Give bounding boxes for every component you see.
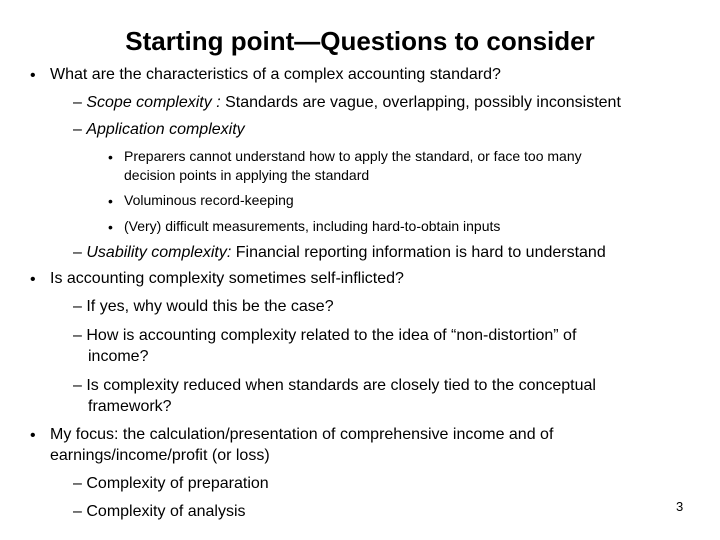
- bullet-icon: •: [108, 149, 113, 165]
- focus-sub-1: – Complexity of preparation: [73, 475, 269, 492]
- q2-sub-2-line-1: – How is accounting complexity related to the idea of “non-distortion” of: [73, 327, 577, 344]
- application-sub-2: Voluminous record-keeping: [124, 192, 294, 208]
- dash-icon: –: [73, 327, 82, 344]
- slide-title: Starting point—Questions to consider: [125, 26, 595, 56]
- application-sub-1-line-2: decision points in applying the standard: [124, 167, 370, 183]
- focus-sub-2: – Complexity of analysis: [73, 503, 246, 520]
- question-2: Is accounting complexity sometimes self-inflicted?: [50, 270, 404, 287]
- application-sub-1-line-1: Preparers cannot understand how to apply the standard, or face too many: [124, 148, 582, 164]
- page-number: 3: [676, 499, 684, 514]
- focus-line-1: My focus: the calculation/presentation of comprehensive income and of: [50, 426, 554, 443]
- bullet-icon: •: [30, 271, 36, 288]
- bullet-icon: •: [30, 67, 36, 84]
- bullet-icon: •: [108, 219, 113, 235]
- dash-icon: –: [73, 121, 82, 138]
- usability-label: Usability complexity:: [86, 244, 232, 261]
- dash-icon: –: [73, 298, 82, 315]
- q2-sub-1: – If yes, why would this be the case?: [73, 298, 334, 315]
- q2-sub-3-line-1: – Is complexity reduced when standards are closely tied to the conceptual: [73, 377, 596, 394]
- focus-line-2: earnings/income/profit (or loss): [50, 447, 270, 464]
- bullet-icon: •: [30, 427, 36, 444]
- dash-icon: –: [73, 244, 82, 261]
- scope-text: Standards are vague, overlapping, possibly inconsistent: [220, 94, 621, 111]
- dash-icon: –: [73, 377, 82, 394]
- q2-sub-3-line-2: framework?: [88, 398, 172, 415]
- dash-icon: –: [73, 94, 82, 111]
- bullet-icon: •: [108, 193, 113, 209]
- application-sub-3: (Very) difficult measurements, including hard-to-obtain inputs: [124, 218, 501, 234]
- application-label: Application complexity: [86, 121, 245, 138]
- usability-complexity-item: [73, 244, 606, 262]
- scope-label: Scope complexity :: [86, 94, 221, 111]
- dash-icon: –: [73, 475, 82, 492]
- application-complexity-item: [73, 121, 245, 139]
- dash-icon: –: [73, 503, 82, 520]
- scope-complexity-item: [73, 94, 621, 112]
- q2-sub-2-line-2: income?: [88, 348, 149, 365]
- usability-text: Financial reporting information is hard to understand: [231, 244, 606, 261]
- question-1: What are the characteristics of a complex accounting standard?: [50, 66, 501, 83]
